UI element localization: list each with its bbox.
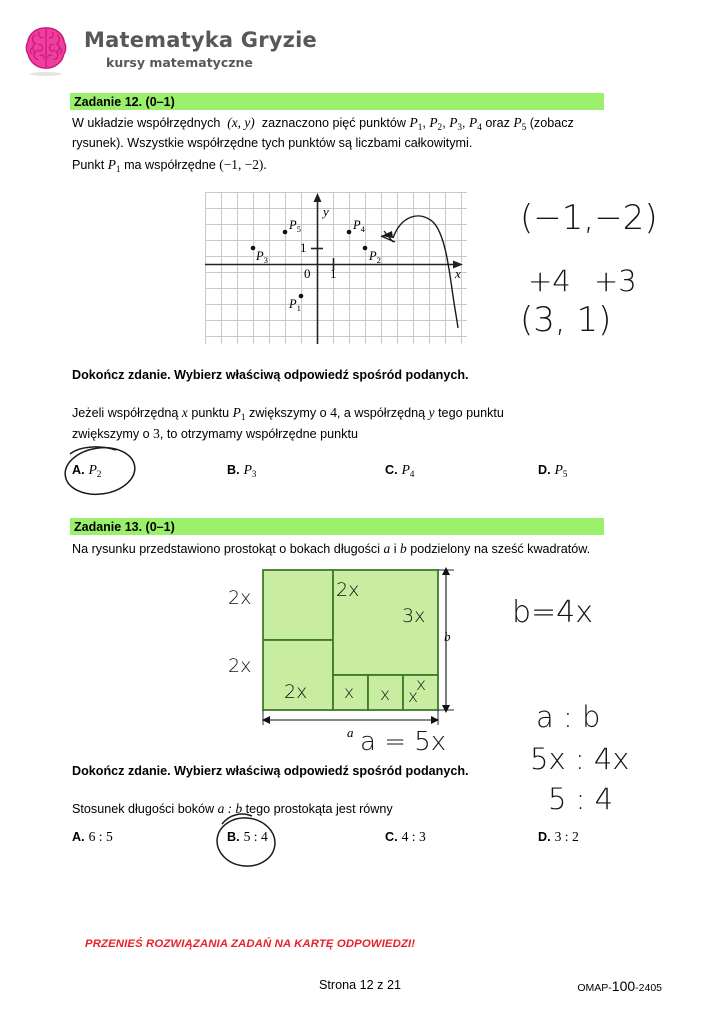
handwriting-coords-result: (3, 1) (520, 300, 612, 340)
t12-p2: P (429, 115, 438, 130)
t12-s2b: , to otrzymamy współrzędne punktu (159, 427, 358, 441)
handwriting-ratio-54: 5 : 4 (548, 782, 614, 816)
t12-s1x: x (181, 405, 188, 420)
answer-value: 5 : 4 (243, 829, 268, 844)
t12-l3p-sub: 1 (115, 165, 121, 175)
handwriting-coords-original: (−1,−2) (520, 198, 658, 238)
task13-figure (228, 565, 470, 740)
answer-label: A. (72, 830, 85, 844)
handwriting-square-2x-inside-bottom: 2x (284, 681, 308, 703)
point-P3 (251, 246, 256, 251)
t13-a: Na rysunku przedstawiono prostokąt o bokach długości (72, 542, 381, 556)
footer-page-number: Strona 12 z 21 (319, 978, 401, 992)
answer-value: $P_5$ (554, 462, 568, 479)
task12-body: W układzie współrzędnych (x, y) zaznaczono pięć punktów $P_1$, $P_2$, $P_3$, $P_4$ oraz $P_5$ (zobacz (72, 115, 574, 133)
pen-pointer-curve (393, 216, 458, 328)
t13-stem-ratio: a : b (217, 801, 243, 816)
handwriting-square-2x-outside-top: 2x (228, 587, 252, 609)
origin-label: 0 (304, 266, 311, 281)
task13-answers (72, 829, 617, 849)
t12-oraz: oraz (485, 116, 510, 130)
brain-icon (22, 24, 70, 72)
square-2x-topleft (263, 570, 333, 640)
handwriting-square-2x-outside-bottom: 2x (228, 655, 252, 677)
task12-answer-C[interactable] (385, 462, 414, 479)
t13-i: i (393, 542, 397, 556)
y-axis-label: y (323, 204, 329, 219)
answer-label: B. (227, 830, 240, 844)
t13-b: podzielony na sześć kwadratów. (410, 542, 591, 556)
handwriting-square-x-3b: x (408, 687, 419, 707)
dimension-a (262, 710, 439, 725)
t12-xy: (x, y) (227, 115, 255, 130)
handwriting-a-equals: a = 5x (360, 727, 447, 757)
handwriting-delta-y: +3 (594, 264, 637, 298)
task12-body-line2: rysunek). Wszystkie współrzędne tych punktów są liczbami całkowitymi. (72, 136, 473, 150)
answer-value: $P_4$ (401, 462, 415, 479)
t12-l1c: (zobacz (529, 116, 574, 130)
answer-value: 4 : 3 (401, 829, 426, 844)
handwriting-delta-x: +4 (528, 264, 571, 298)
task13-answer-D[interactable] (538, 829, 579, 845)
t12-s1e: tego punktu (438, 406, 504, 420)
task13-body (72, 539, 617, 559)
t12-s1a: Jeżeli współrzędną (72, 406, 179, 420)
t12-p1-sub: 1 (417, 123, 423, 133)
t13-stem-b: tego prostokąta jest równy (245, 802, 393, 816)
answer-label: A. (72, 463, 85, 477)
t12-p3: P (449, 115, 458, 130)
label-P3: $P_3$ (256, 249, 268, 265)
x-axis-label: x (455, 266, 461, 281)
t12-l3b: ma współrzędne (124, 158, 216, 172)
label-P1: $P_1$ (289, 297, 301, 313)
brand-title: Matematyka Gryzie (84, 28, 317, 52)
task12-stem-line2 (72, 424, 617, 444)
t12-p4: P (469, 115, 478, 130)
t13-stem-a: Stosunek długości boków (72, 802, 215, 816)
t12-s1b: punktu (191, 406, 230, 420)
label-P4: $P_4$ (353, 218, 365, 234)
t12-l3p: P (107, 157, 116, 172)
task12-answer-D[interactable] (538, 462, 567, 479)
label-P5: $P_5$ (289, 218, 301, 234)
label-side-a: a (347, 725, 354, 740)
x-tick-label: 1 (330, 266, 337, 281)
footer-exam-code (577, 978, 662, 994)
t12-l1b: zaznaczono pięć punktów (261, 116, 406, 130)
handwriting-b-equals: b=4x (512, 595, 594, 630)
t12-s2a: zwiększymy o (72, 427, 150, 441)
answer-value: 6 : 5 (88, 829, 113, 844)
page-header (0, 0, 720, 86)
task13-selected-answer-circle (208, 812, 288, 870)
code-suffix: -2405 (635, 982, 662, 994)
task13-heading: Zadanie 13. (0–1) (70, 518, 604, 535)
logo-shadow (30, 72, 62, 76)
code-prefix: OMAP- (577, 982, 612, 994)
t12-p5-sub: 5 (521, 123, 527, 133)
answer-label: B. (227, 463, 240, 477)
t13-var-a: a (383, 541, 391, 556)
t12-l3a: Punkt (72, 158, 105, 172)
handwriting-square-x-3: x (416, 675, 427, 695)
task12-selected-answer-circle (58, 444, 142, 498)
answer-value: $P_2$ (88, 462, 102, 479)
t13-var-b: b (400, 541, 407, 556)
point-P2 (363, 246, 368, 251)
t12-p5: P (513, 115, 522, 130)
t12-s1d: , a współrzędną (336, 406, 426, 420)
t12-s1y: y (428, 405, 435, 420)
handwriting-square-3x: 3x (402, 605, 426, 627)
label-P2: $P_2$ (369, 249, 381, 265)
code-mid: 100 (611, 978, 636, 994)
t12-p4-sub: 4 (477, 123, 482, 133)
t12-s2n3: 3 (153, 426, 160, 441)
t12-s1p: P (232, 405, 241, 420)
task13-instruction: Dokończ zdanie. Wybierz właściwą odpowiedź spośród podanych. (72, 764, 469, 778)
y-axis-arrow (314, 193, 322, 202)
handwriting-square-x-2: x (380, 685, 391, 705)
footer-warning: PRZENIEŚ ROZWIĄZANIA ZADAŃ NA KARTĘ ODPOWIEDZI! (85, 938, 416, 950)
answer-label: C. (385, 463, 398, 477)
t12-p2-sub: 2 (437, 123, 443, 133)
task13-answer-C[interactable] (385, 829, 426, 845)
t12-s1p-sub: 1 (240, 413, 246, 423)
t12-l1a: W układzie współrzędnych (72, 116, 221, 130)
task12-instruction: Dokończ zdanie. Wybierz właściwą odpowiedź spośród podanych. (72, 368, 469, 382)
task12-body-line3 (72, 155, 617, 180)
handwriting-square-x-1: x (344, 683, 355, 703)
task13-answer-A[interactable] (72, 829, 113, 845)
t12-l3coords: (−1, −2). (219, 157, 267, 172)
t12-p1: P (409, 115, 418, 130)
point-P5 (283, 230, 288, 235)
brand-subtitle: kursy matematyczne (106, 55, 253, 70)
answer-label: C. (385, 830, 398, 844)
handwriting-ratio-ab: a : b (536, 700, 601, 734)
y-tick-label: 1 (300, 240, 307, 255)
task12-answers (72, 462, 617, 482)
task13-stem (72, 799, 617, 819)
task12-figure (205, 192, 467, 344)
handwriting-ratio-5x4x: 5x : 4x (530, 742, 630, 776)
handwriting-square-2x-inside-top: 2x (336, 579, 360, 601)
label-side-b: b (444, 629, 451, 644)
t12-s1n4: 4 (330, 405, 337, 420)
task12-answer-B[interactable] (227, 462, 256, 479)
task12-heading: Zadanie 12. (0–1) (70, 93, 604, 110)
t12-s1c: zwiększymy o (249, 406, 327, 420)
answer-label: D. (538, 463, 551, 477)
answer-value: 3 : 2 (554, 829, 579, 844)
answer-value: $P_3$ (243, 462, 257, 479)
point-P4 (347, 230, 352, 235)
answer-label: D. (538, 830, 551, 844)
t12-p3-sub: 3 (457, 123, 463, 133)
